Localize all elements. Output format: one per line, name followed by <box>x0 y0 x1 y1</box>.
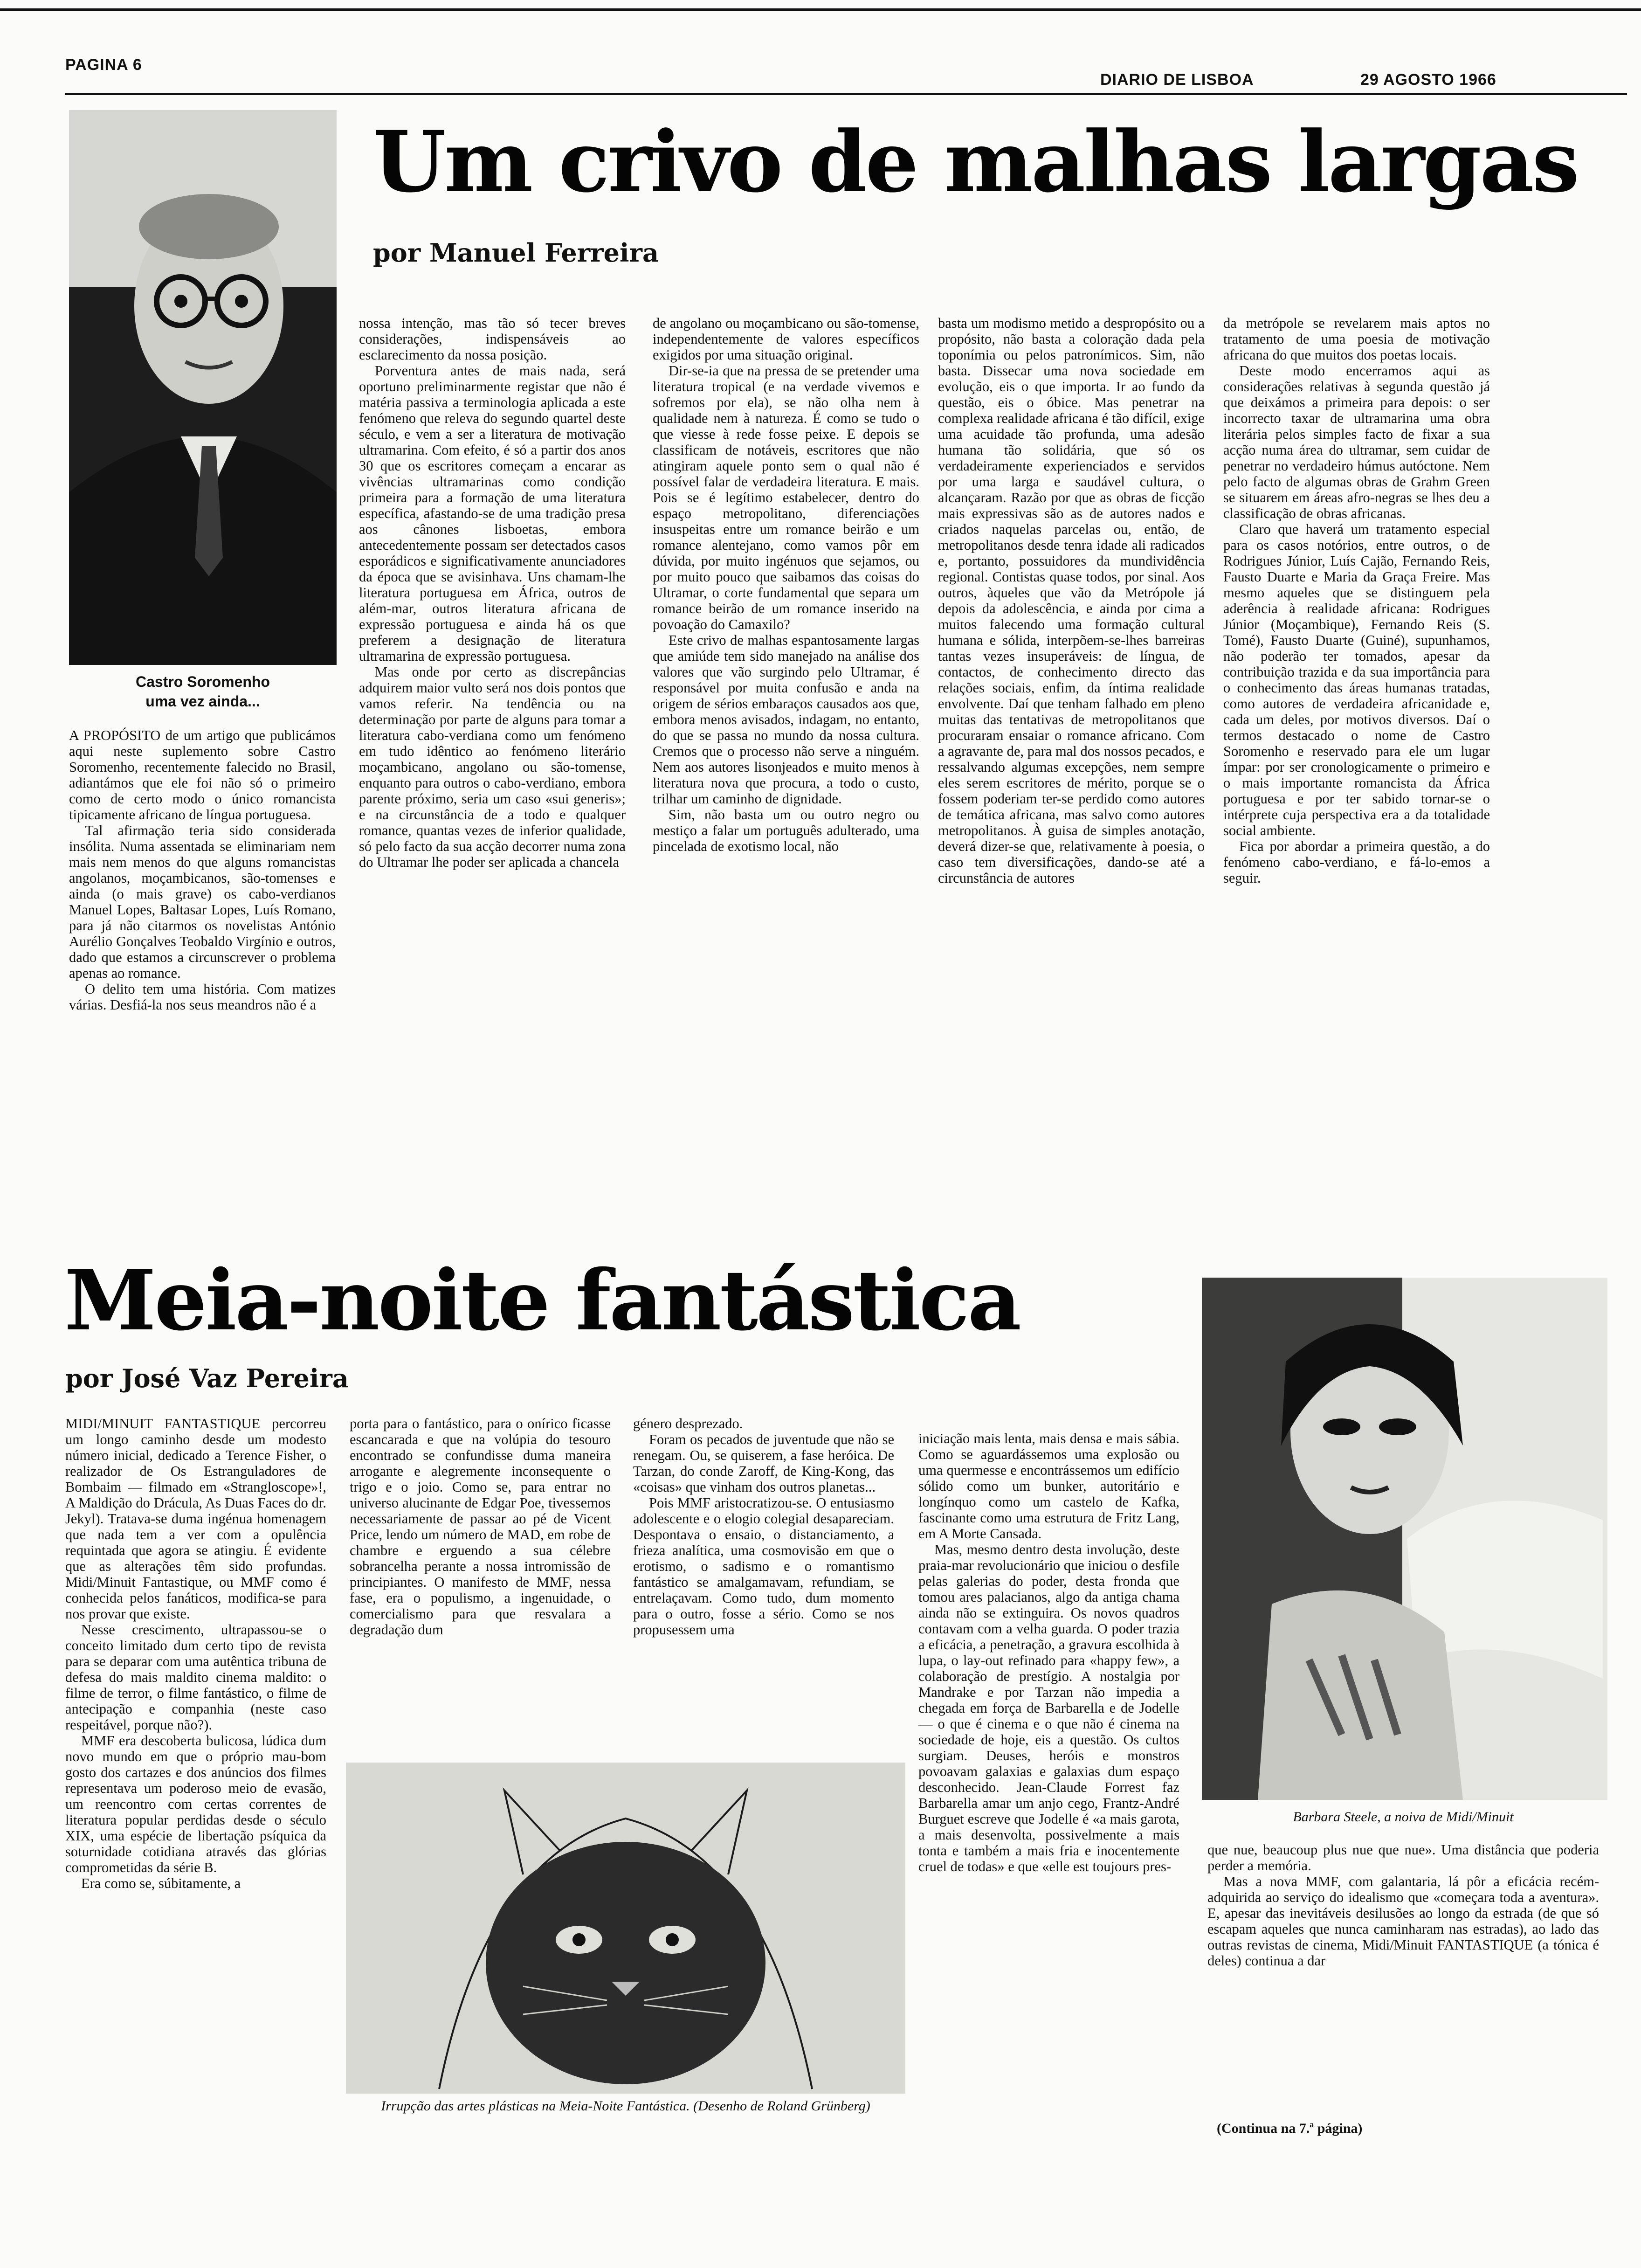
photo-caption-name: Castro Soromenho <box>135 673 270 690</box>
article2-paragraph: MMF era descoberta bulicosa, lúdica dum novo mundo em que o próprio mau-bom gosto dos cartazes e dos anúncios dos filmes representava um poderoso meio de evasão, um reencontro com certas correntes de literatura popular perdidas desde o século XIX, uma espécie de libertação psíquica da soturnidade cotidiana através das glórias comprometidas da série B. <box>65 1733 326 1875</box>
article2-paragraph: que nue, beaucoup plus nue que nue». Uma distância que poderia perder a memória. <box>1207 1842 1599 1874</box>
article2-paragraph: Mas, mesmo dentro desta involução, deste praia-mar revolucionário que iniciou o desfile pelas galerias do poder, desta fronda que tomou ares palacianos, algo da antiga chama ainda não se extinguira. Os novos quadros contavam com a velha guarda. O poder trazia a eficácia, a penetração, a gravura escolhida à lupa, o lay-out refinado para «happy few», a colaboração de prestígio. A nostalgia por Mandrake e por Tarzan não impedia a chegada em força de Barbarella e de Jodelle — o que é cinema e o que não é cinema na sociedade de hoje, eis a questão. Os cultos surgiam. Deuses, heróis e monstros povoavam galaxias e galaxias dum espaço desconhecido. Jean-Claude Forrest faz Barbarella amar um anjo cego, Frantz-André Burguet escreve que Jodelle é «a mais garota, a mais desenvolta, possivelmente a mais tonta e também a mais fria e inocentemente cruel de todas» e que «elle est toujours pres- <box>918 1542 1179 1874</box>
article2-paragraph: Pois MMF aristocratizou-se. O entusiasmo adolescente e o elogio colegial desapareciam. Despontava o ensaio, o distanciamento, a frieza analítica, uma cosmovisão em que o erotismo, o sadismo e o romantismo fantástico se amalgamavam, refundiam, se entrelaçavam. Como tudo, dum momento para o outro, fosse a sério. Como se nos propusessem uma <box>633 1495 894 1638</box>
header-rule <box>65 93 1627 95</box>
article1-paragraph: Este crivo de malhas espantosamente largas que amiúde tem sido manejado na análise dos valores que vão surgindo pelo Ultramar, é responsável por muita confusão e anda na origem de sérios embaraços causados aos que, embora menos avisados, indagam, no entanto, do que se passa no mundo da nossa cultura. Cremos que o processo não serve a ninguém. Nem aos autores lisonjeados e muito menos à literatura nova que procura, a todo o custo, trilhar um caminho de dignidade. <box>653 632 919 807</box>
article2-column-5 <box>1207 1842 1599 2103</box>
article1-paragraph: Deste modo encerramos aqui as considerações relativas à segunda questão já que deixámos a primeira para depois: o ser incorrecto taxar de ultramarina uma obra literária pelos simples facto de fixar a sua acção numa área do ultramar, sem cuidar de penetrar no verdadeiro húmus autóctone. Nem pelo facto de algumas obras de Grahm Green se situarem em áreas afro-negras se lhes deu a classificação de obras africanas. <box>1223 363 1490 521</box>
article2-paragraph: MIDI/MINUIT FANTASTIQUE percorreu um longo caminho desde um modesto número inicial, dedicado a Terence Fisher, o realizador de Os Estranguladores de Bombaim — filmado em «Strangloscope»!, A Maldição do Drácula, As Duas Faces do dr. Jekyl). Tratava-se duma ingénua homenagem que nada tem a ver com a opulência requintada que agora se atingiu. É evidente que as alterações têm sido profundas. Midi/Minuit Fantastique, ou MMF como é conhecida pelos fanáticos, modifica-se para nos provar que existe. <box>65 1416 326 1622</box>
article1-paragraph: Tal afirmação teria sido considerada insólita. Numa assentada se eliminariam nem mais nem menos do que alguns romancistas angolanos, moçambicanos, são-tomenses e ainda (o mais grave) os cabo-verdianos Manuel Lopes, Baltasar Lopes, Luís Romano, para já não citarmos os novelistas António Aurélio Gonçalves Teobaldo Virgínio e outros, dado que estamos a circunscrever o problema apenas ao romance. <box>69 823 336 981</box>
article2-column-1 <box>65 1416 326 2124</box>
cat-illustration <box>346 1763 905 2094</box>
article1-paragraph: basta um modismo metido a despropósito ou a propósito, não basta a coloração dada pela toponímia ou pelos patronímicos. Sim, não basta. Dissecar uma nova sociedade em evolução, eis o que importa. Ir ao fundo da questão, eis o óbice. Mas penetrar na complexa realidade africana é tão difícil, exige uma acuidade tão profunda, uma adesão humana tão solidária, que só os verdadeiramente experienciados e servidos por uma larga e saudável cultura, o alcançaram. Razão por que as obras de ficção mais expressivas são as de autores nados e criados naquelas parcelas ou, então, de metropolitanos desde tenra idade ali radicados e, portanto, possuidores da mundividência regional. Contistas quase todos, por sinal. Aos outros, àqueles que vão da Metrópole já depois da adolescência, e ainda por cima a muitos falecendo uma formação cultural humana e sólida, interpõem-se-lhes barreiras tantas vezes insuperáveis: de língua, de contactos, de conhecimento directo das relações sociais, enfim, da íntima realidade envolvente. Daí que tenham falhado em pleno muitas das tentativas de metropolitanos que procuraram ensaiar o romance africano. Com a agravante de, para mal dos nossos pecados, e ressalvando algumas excepções, nem sempre eles serem escritores de mérito, porque se o fossem poderiam ter-se perdido como autores de temática africana, mas salvo como autores metropolitanos. À guisa de simples anotação, deverá dizer-se que, relativamente à poesia, o caso tem diversificações, dando-se até a circunstância de autores <box>938 315 1205 886</box>
article1-paragraph: Porventura antes de mais nada, será oportuno preliminarmente registar que não é matéria passiva a terminologia aplicada a este fenómeno que releva do segundo quartel deste século, e vem a ser a literatura de motivação ultramarina. Com efeito, é só a partir dos anos 30 que os escritores começam a encarar as vivências ultramarinas como condição primeira para a formação de uma literatura específica, afastando-se de uma tradição presa aos cânones lisboetas, embora antecedentemente possam ser detectados casos esporádicos e significativamente anunciadores da época que se avisinhava. Uns chamam-lhe literatura portuguesa em África, outros de além-mar, outros literatura africana de expressão portuguesa e ainda há os que preferem a designação de literatura ultramarina de expressão portuguesa. <box>359 363 626 664</box>
article2-paragraph: Foram os pecados de juventude que não se renegam. Ou, se quiserem, a fase heróica. De Tarzan, do conde Zaroff, de King-Kong, das «coisas» que vinham dos outros planetas... <box>633 1431 894 1495</box>
article1-column-3 <box>653 315 919 1201</box>
cat-drawing <box>346 1763 905 2094</box>
article1-column-4 <box>938 315 1205 1201</box>
cat-drawing-caption: Irrupção das artes plásticas na Meia-Noite Fantástica. (Desenho de Roland Grünberg) <box>381 2098 870 2114</box>
article2-column-4 <box>918 1431 1179 2139</box>
article1-paragraph: de angolano ou moçambicano ou são-tomense, independentemente de valores específicos exigidos por uma situação original. <box>653 315 919 363</box>
article1-paragraph: nossa intenção, mas tão só tecer breves considerações, indispensáveis ao esclarecimento da nossa posição. <box>359 315 626 363</box>
article1-paragraph: Fica por abordar a primeira questão, a do fenómeno cabo-verdiano, e fá-lo-emos a seguir. <box>1223 838 1490 886</box>
article1-paragraph: Claro que haverá um tratamento especial para os casos notórios, entre outros, o de Rodrigues Júnior, Luís Cajão, Fernando Reis, Fausto Duarte e Maria da Graça Freire. Mas mesmo aqueles que se distinguem pela aderência à realidade africana: Rodrigues Júnior (Moçambique), Fernando Reis (S. Tomé), Fausto Duarte (Guiné), supunhamos, não poderão ter tomados, apesar da contribuição trazida e da sua importância para o conhecimento das áreas humanas tratadas, como autores de verdadeira africanidade e, cada um deles, por motivos diversos. Daí o termos destacado o nome de Castro Soromenho e reservado para ele um lugar ímpar: por ser cronologicamente o primeiro e o mais importante romancista da África portuguesa e por ter sabido tornar-se o intérprete cuja perspectiva era a da totalidade social ambiente. <box>1223 521 1490 838</box>
article1-column-5 <box>1223 315 1490 1201</box>
article2-headline: Meia-noite fantástica <box>64 1252 1020 1349</box>
photo-caption-subtitle: uma vez ainda... <box>145 693 260 710</box>
article2-paragraph: Era como se, súbitamente, a <box>81 1875 241 1891</box>
article2-paragraph: Mas a nova MMF, com galantaria, lá pôr a eficácia recém-adquirida ao serviço do idealismo que «começara toda a aventura». E, apesar das inevitáveis desilusões ao longo da estrada (de que só escapam aqueles que nunca caminharam nas estradas), ao lado das outras revistas de cinema, Midi/Minuit FANTASTIQUE (a tónica é deles) continua a dar <box>1207 1874 1599 1969</box>
article1-paragraph: O delito tem uma história. Com matizes várias. Desfiá-la nos seus meandros não é a <box>69 981 336 1013</box>
article1-byline: por Manuel Ferreira <box>373 238 659 268</box>
article1-paragraph: Sim, não basta um ou outro negro ou mestiço a falar um português adulterado, uma pincelada de exotismo local, não <box>653 807 919 854</box>
article2-paragraph: porta para o fantástico, para o onírico ficasse escancarada e que na volúpia do tesouro encontrado se confundisse duma maneira arrogante e alegremente inconsequente o trigo e o joio. Como se, para entrar no universo alucinante de Edgar Poe, tivessemos necessariamente de passar ao pé de Vicent Price, lendo um número de MAD, em robe de chambre e erguendo a sua célebre sobrancelha perante a nossa intromissão de principiantes. O manifesto de MMF, nessa fase, era o populismo, a ingenuidade, o comercialismo para que resvalara a degradação dum <box>350 1416 611 1638</box>
article1-paragraph: Mas onde por certo as discrepâncias adquirem maior vulto será nos dois pontos que vamos referir. Na tendência ou na determinação por parte de alguns para tomar a literatura cabo-verdiana como um fenómeno em tudo idêntico ao fenómeno literário moçambicano, angolano ou são-tomense, enquanto para outros o cabo-verdiano, embora parente próximo, seria um caso «sui generis»; e na circunstância de a todo e qualquer romance, quantas vezes de inferior qualidade, só pelo facto da sua acção decorrer numa zona do Ultramar lhe poder ser aplicada a chancela <box>359 664 626 870</box>
article2-paragraph: Nesse crescimento, ultrapassou-se o conceito limitado dum certo tipo de revista para se deparar com uma autêntica tribuna de defesa do mais maldito cinema maldito: o filme de terror, o filme fantástico, o filme de antecipação e companhia (neste caso respeitável, porque não?). <box>65 1622 326 1733</box>
article2-byline: por José Vaz Pereira <box>65 1363 349 1393</box>
page-number-label: PAGINA 6 <box>65 56 142 74</box>
article2-paragraph: iniciação mais lenta, mais densa e mais sábia. Como se aguardássemos uma explosão ou uma quermesse e encontrássemos um edifício sólido como um bunker, autoritário e longínquo como um castelo de Kafka, fascinante como uma estrutura de Fritz Lang, em A Morte Cansada. <box>918 1431 1179 1542</box>
portrait-illustration <box>69 110 337 665</box>
article2-column-2 <box>350 1416 611 1742</box>
article1-column-1 <box>69 727 336 1198</box>
issue-date: 29 AGOSTO 1966 <box>1360 71 1496 89</box>
barbara-steele-caption: Barbara Steele, a noiva de Midi/Minuit <box>1293 1809 1514 1825</box>
article1-paragraph: da metrópole se revelarem mais aptos no tratamento de uma poesia de motivação africana do que muitos dos poetas locais. <box>1223 315 1490 363</box>
newspaper-name: DIARIO DE LISBOA <box>1100 71 1254 89</box>
article1-paragraph: A PROPÓSITO de um artigo que publicámos aqui neste suplemento sobre Castro Soromenho, recentemente falecido no Brasil, adiantámos que ele foi não só o primeiro como de certo modo o único romancista tipicamente africano de língua portuguesa. <box>69 727 336 823</box>
barbara-steele-illustration <box>1202 1278 1607 1800</box>
article1-paragraph: Dir-se-ia que na pressa de se pretender uma literatura tropical (e na verdade vivemos e sofremos por ela), se não olha nem à qualidade nem à natureza. É como se tudo o que viesse à rede fosse peixe. E depois se classificam de notáveis, escritores que não atingiram aquele ponto sem o qual não é possível falar de verdadeira literatura. E mais. Pois se é legítimo estabelecer, dentro do espaço metropolitano, diferenciações insuspeitas entre um romance beirão e um romance alentejano, como vamos pôr em dúvida, por muito ingénuos que sejamos, ou por muito pouco que saibamos das coisas do Ultramar, o corte fundamental que separa um romance beirão de um romance inserido na povoação do Camaxilo? <box>653 363 919 632</box>
article1-headline: Um crivo de malhas largas <box>373 113 1578 211</box>
article2-paragraph: género desprezado. <box>633 1416 743 1431</box>
top-rule <box>0 8 1641 11</box>
barbara-steele-photo <box>1202 1278 1607 1800</box>
continued-note: (Continua na 7.ª página) <box>1217 2121 1363 2136</box>
article1-column-2 <box>359 315 626 1201</box>
article2-column-3 <box>633 1416 894 1742</box>
castro-soromenho-photo <box>69 110 337 665</box>
